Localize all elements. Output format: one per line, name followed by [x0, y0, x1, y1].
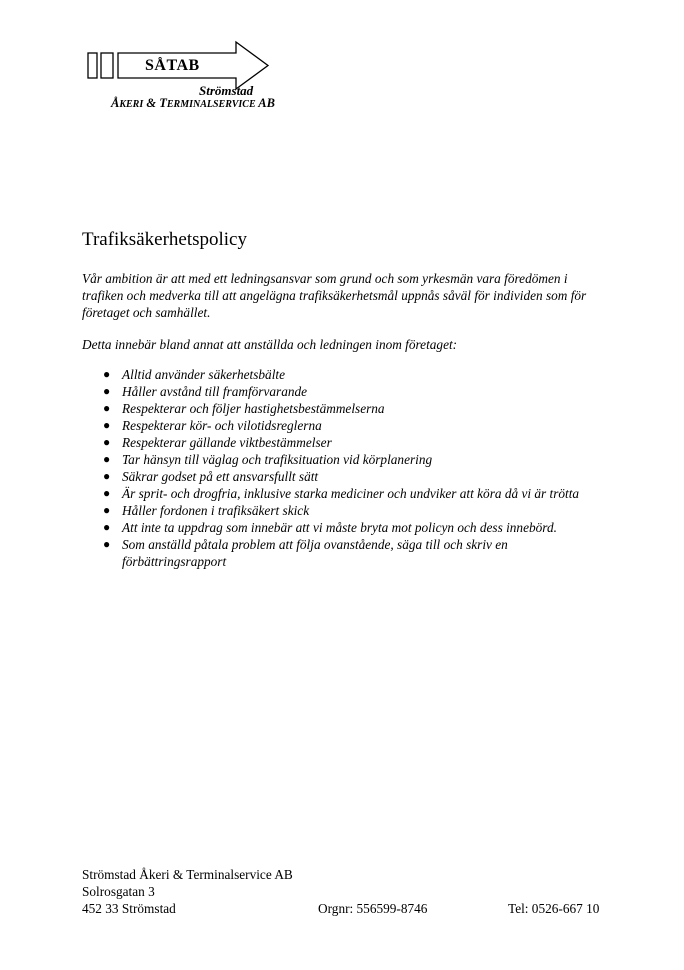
- bullet-icon: ●: [103, 435, 111, 449]
- logo-city: Strömstad: [199, 83, 254, 98]
- intro-paragraph: Vår ambition är att med ett ledningsansvar som grund och som yrkesmän vara föredömen i trafiken och medverka till att angelägna trafiksäkerhetsmål uppnås såväl för individen som för företaget och samhället.: [82, 271, 587, 320]
- list-item: [82, 536, 602, 570]
- logo-company-part-2: ERMINALSERVICE: [166, 99, 256, 110]
- footer-company: Strömstad Åkeri & Terminalservice AB: [82, 867, 293, 882]
- list-item-text: Håller fordonen i trafiksäkert skick: [122, 503, 310, 518]
- list-item-text: Alltid använder säkerhetsbälte: [122, 367, 285, 382]
- logo-company-amp: &: [143, 96, 160, 110]
- company-logo: [85, 40, 275, 115]
- logo-name: SÅTAB: [145, 57, 200, 74]
- bullet-icon: ●: [103, 520, 111, 534]
- list-item-text: Som anställd påtala problem att följa ovanstående, säga till och skriv en förbättringsrapport: [122, 537, 508, 569]
- policy-list: [82, 366, 602, 570]
- list-item-text: Respekterar gällande viktbestämmelser: [122, 435, 332, 450]
- logo-company-initial-2: T: [159, 96, 167, 110]
- footer-postal: 452 33 Strömstad: [82, 901, 176, 916]
- bullet-icon: ●: [103, 452, 111, 466]
- bullet-icon: ●: [103, 367, 111, 381]
- list-item-text: Säkrar godset på ett ansvarsfullt sätt: [122, 469, 319, 484]
- bullet-icon: ●: [103, 537, 111, 551]
- bullet-icon: ●: [103, 503, 111, 517]
- footer-orgnr: Orgnr: 556599-8746: [318, 901, 428, 916]
- list-item: [82, 451, 602, 468]
- list-item: [82, 400, 602, 417]
- bullet-icon: ●: [103, 384, 111, 398]
- page-title: Trafiksäkerhetspolicy: [82, 229, 247, 250]
- bullet-icon: ●: [103, 401, 111, 415]
- list-item-text: Att inte ta uppdrag som innebär att vi måste bryta mot policyn och dess innebörd.: [122, 520, 557, 535]
- logo-company-suffix: AB: [255, 96, 275, 110]
- footer-last-row: [82, 900, 612, 917]
- list-item: [82, 468, 602, 485]
- bullet-icon: ●: [103, 418, 111, 432]
- list-item-text: Tar hänsyn till väglag och trafiksituation vid körplanering: [122, 452, 433, 467]
- list-item-text: Respekterar och följer hastighetsbestämmelserna: [122, 401, 385, 416]
- list-item-text: Håller avstånd till framförvarande: [122, 384, 308, 399]
- list-item: [82, 519, 602, 536]
- list-item: [82, 434, 602, 451]
- footer-street: Solrosgatan 3: [82, 884, 155, 899]
- logo-company-part-1: KERI: [119, 99, 144, 110]
- bullet-icon: ●: [103, 469, 111, 483]
- list-item: [82, 485, 602, 502]
- list-item-text: Är sprit- och drogfria, inklusive starka mediciner och undviker att köra då vi är trötta: [122, 486, 580, 501]
- logo-company-initial-1: Å: [111, 96, 120, 110]
- list-item: [82, 502, 602, 519]
- bullet-icon: ●: [103, 486, 111, 500]
- list-item: [82, 417, 602, 434]
- logo-company-name: [111, 96, 275, 111]
- lead-paragraph: Detta innebär bland annat att anställda och ledningen inom företaget:: [82, 337, 458, 352]
- footer-tel: Tel: 0526-667 10: [508, 901, 600, 916]
- list-item-text: Respekterar kör- och vilotidsreglerna: [122, 418, 322, 433]
- page-footer: [82, 866, 612, 917]
- list-item: [82, 366, 602, 383]
- list-item: [82, 383, 602, 400]
